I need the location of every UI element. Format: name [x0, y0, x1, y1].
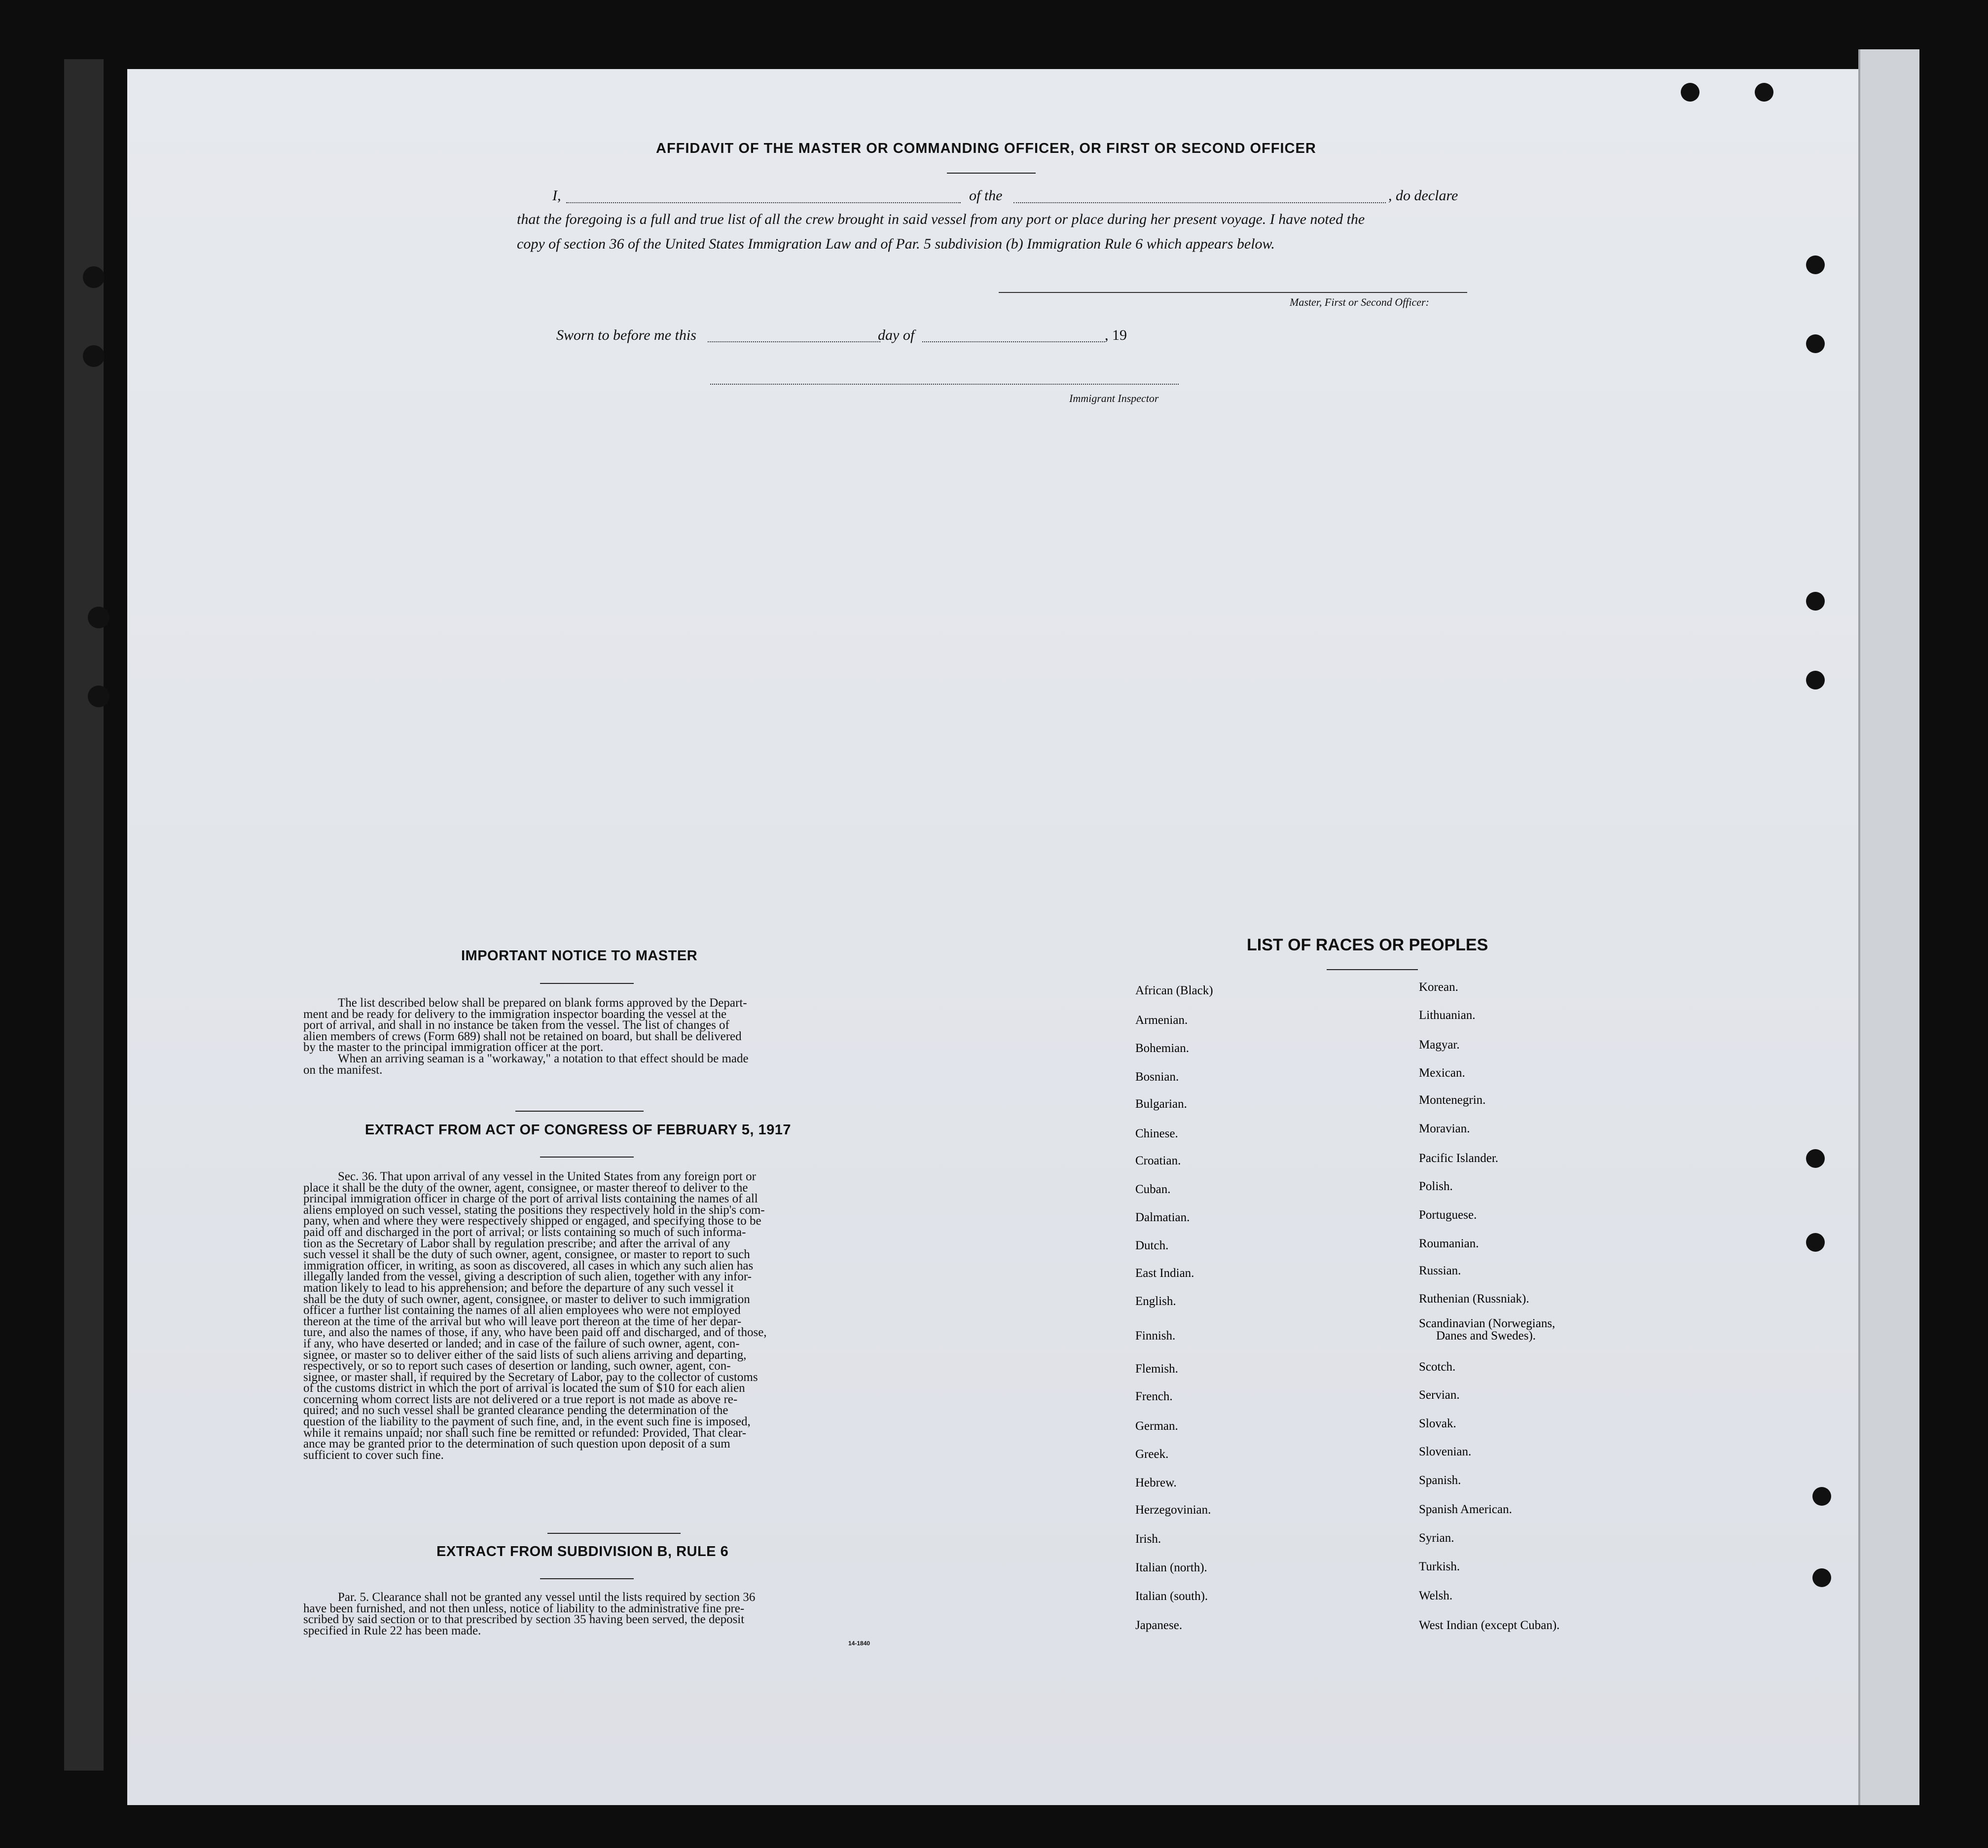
sworn-day-field[interactable] [708, 341, 880, 342]
extract-act-line: shall be the duty of such owner, agent, consignee, or master to deliver to such immigration [303, 1292, 750, 1306]
notice-title-rule [540, 983, 634, 984]
affidavit-line-2: that the foregoing is a full and true list of all the crew brought in said vessel from any port or place during her present voyage. I have noted the [517, 211, 1365, 227]
race-item: East Indian. [1135, 1267, 1194, 1280]
races-title-rule [1327, 969, 1418, 970]
race-item: Dalmatian. [1135, 1211, 1190, 1224]
sworn-day-of-label: day of [878, 327, 915, 343]
master-signature-field[interactable] [999, 292, 1467, 293]
race-item: Portuguese. [1419, 1208, 1477, 1222]
race-item: Herzegovinian. [1135, 1503, 1211, 1517]
race-item: English. [1135, 1295, 1176, 1308]
extract-act-line: immigration officer, in writing, as soon as discovered, all cases in which any such alien has [303, 1259, 754, 1272]
race-item: Russian. [1419, 1264, 1461, 1277]
rule-line: scribed by said section or to that prescribed by section 35 having been served, the deposit [303, 1613, 745, 1627]
punch-hole-right-7 [1812, 1487, 1831, 1506]
affidavit-line-3: copy of section 36 of the United States Immigration Law and of Par. 5 subdivision (b) Immigration Rule 6 which appears below. [517, 236, 1275, 252]
punch-hole-right-2 [1806, 334, 1825, 353]
race-item: German. [1135, 1419, 1178, 1433]
race-item: Montenegrin. [1419, 1093, 1486, 1107]
race-item: Spanish American. [1419, 1503, 1512, 1516]
extract-act-line: thereon at the time of the arrival but who will leave port thereon at the time of her depar- [303, 1314, 742, 1328]
sworn-prefix-label: Sworn to before me this [556, 327, 696, 343]
notice-line: alien members of crews (Form 689) shall not be retained on board, but shall be delivered [303, 1029, 742, 1043]
race-item: Servian. [1419, 1388, 1460, 1402]
extract-act-line: quired; and no such vessel shall be granted clearance pending the determination of the [303, 1404, 728, 1417]
race-item: West Indian (except Cuban). [1419, 1619, 1560, 1632]
notice-separator-rule [515, 1111, 644, 1112]
race-item: Magyar. [1419, 1038, 1460, 1051]
race-item: Croatian. [1135, 1154, 1181, 1167]
affidavit-declare-label: , do declare [1388, 187, 1458, 204]
race-item: Slovak. [1419, 1417, 1456, 1430]
race-item: Scotch. [1419, 1360, 1456, 1374]
extract-act-line: signee, or master shall, if required by the Secretary of Labor, pay to the collector of customs [303, 1370, 758, 1384]
extract-act-paragraph [303, 1171, 873, 1461]
race-item: Roumanian. [1419, 1237, 1479, 1250]
punch-hole-top-2 [1755, 83, 1773, 102]
extract-act-line: officer a further list containing the names of all alien employees who were not employed [303, 1304, 741, 1317]
extract-act-line: concerning whom correct lists are not delivered or a true report is not made as above re- [303, 1392, 738, 1406]
punch-hole-right-4 [1806, 671, 1825, 689]
punch-hole-right-1 [1806, 255, 1825, 274]
race-item: Bohemian. [1135, 1042, 1190, 1055]
race-item: Turkish. [1419, 1560, 1460, 1573]
extract-act-line: tion as the Secretary of Labor shall by regulation prescribe; and after the arrival of any [303, 1236, 730, 1250]
race-item: Lithuanian. [1419, 1009, 1476, 1022]
race-item: Armenian. [1135, 1014, 1188, 1027]
race-item: Flemish. [1135, 1362, 1178, 1376]
race-item: Dutch. [1135, 1239, 1169, 1252]
punch-hole-left-3 [88, 607, 109, 628]
race-item: French. [1135, 1390, 1173, 1403]
punch-hole-right-8 [1812, 1568, 1831, 1587]
sworn-month-field[interactable] [922, 341, 1105, 342]
extract-act-title: EXTRACT FROM ACT OF CONGRESS OF FEBRUARY 5, 1917 [365, 1122, 792, 1138]
race-item: Finnish. [1135, 1329, 1176, 1342]
race-item: Irish. [1135, 1532, 1161, 1546]
race-item: Syrian. [1419, 1531, 1454, 1545]
extract-act-line: signee, or master so to deliver either of the said lists of such aliens arriving and departing, [303, 1348, 747, 1362]
notice-line: port of arrival, and shall in no instance be taken from the vessel. The list of changes of [303, 1018, 729, 1032]
race-item: Italian (north). [1135, 1561, 1207, 1574]
notice-line: on the manifest. [303, 1063, 383, 1077]
extract-act-line: if any, who have deserted or landed; and in case of the failure of such owner, agent, con- [303, 1337, 740, 1350]
affidavit-title-rule [947, 173, 1036, 174]
race-item: Cuban. [1135, 1183, 1171, 1196]
rule-line: specified in Rule 22 has been made. [303, 1624, 481, 1637]
affidavit-name-field[interactable] [566, 202, 961, 203]
extract-act-line: respectively, or so to report such cases of desertion or landing, such owner, agent, con- [303, 1359, 731, 1373]
notice-line: by the master to the principal immigration officer at the port. [303, 1041, 604, 1054]
race-item: Scandinavian (Norwegians, [1419, 1317, 1555, 1330]
extract-rule-paragraph [303, 1592, 880, 1636]
race-item: Greek. [1135, 1448, 1169, 1461]
race-item: Pacific Islander. [1419, 1152, 1499, 1165]
extract-act-line: paid off and discharged in the port of arrival; or lists containing so much of such informa- [303, 1225, 746, 1239]
races-title: LIST OF RACES OR PEOPLES [1247, 936, 1488, 954]
punch-hole-left-2 [83, 345, 105, 367]
race-item: Bosnian. [1135, 1070, 1179, 1084]
inspector-signature-field[interactable] [710, 384, 1179, 385]
extract-act-line: mation likely to lead to his apprehension; and before the departure of any such vessel it [303, 1281, 734, 1295]
race-item: Italian (south). [1135, 1590, 1208, 1603]
notice-title: IMPORTANT NOTICE TO MASTER [461, 948, 698, 964]
extract-act-line: aliens employed on such vessel, stating the positions they respectively hold in the ship's com- [303, 1203, 765, 1217]
inspector-label: Immigrant Inspector [1069, 392, 1159, 404]
notice-line: ment and be ready for delivery to the immigration inspector boarding the vessel at the [303, 1007, 727, 1021]
extract-act-line: principal immigration officer in charge of the port of arrival lists containing the names of all [303, 1192, 758, 1206]
race-item: Bulgarian. [1135, 1097, 1187, 1111]
race-item: Mexican. [1419, 1066, 1465, 1080]
rule-line: have been furnished, and not then unless, notice of liability to the administrative fine pre- [303, 1601, 745, 1615]
punch-hole-right-6 [1806, 1233, 1825, 1252]
notice-line: The list described below shall be prepared on blank forms approved by the Depart- [338, 996, 747, 1010]
race-item: Japanese. [1135, 1619, 1183, 1632]
punch-hole-left-4 [88, 686, 109, 707]
notice-paragraph [303, 998, 873, 1076]
affidavit-i-label: I, [552, 187, 561, 204]
extract-act-line: illegally landed from the vessel, giving a description of such alien, together with any infor- [303, 1270, 752, 1284]
extract-act-line: sufficient to cover such fine. [303, 1448, 444, 1462]
race-item: Danes and Swedes). [1436, 1329, 1536, 1342]
extract-act-line: such vessel it shall be the duty of such owner, agent, consignee, or master to report to such [303, 1248, 750, 1262]
punch-hole-left-1 [83, 266, 105, 288]
rule-line: Par. 5. Clearance shall not be granted any vessel until the lists required by section 36 [338, 1591, 756, 1604]
master-signature-label: Master, First or Second Officer: [1290, 296, 1429, 308]
race-item: Korean. [1419, 980, 1458, 994]
punch-hole-top-1 [1681, 83, 1699, 102]
extract-act-separator-rule [547, 1533, 681, 1534]
notice-line: When an arriving seaman is a "workaway," a notation to that effect should be made [338, 1051, 749, 1065]
race-item: Spanish. [1419, 1474, 1461, 1487]
affidavit-of-the-label: of the [969, 187, 1003, 204]
punch-hole-right-5 [1806, 1149, 1825, 1168]
extract-act-line: while it remains unpaid; nor shall such fine be remitted or refunded: Provided, That clear- [303, 1426, 747, 1440]
affidavit-vessel-field[interactable] [1013, 202, 1386, 203]
race-item: Moravian. [1419, 1122, 1470, 1135]
extract-rule-title: EXTRACT FROM SUBDIVISION B, RULE 6 [436, 1544, 729, 1559]
extract-act-line: question of the liability to the payment of such fine, and, in the event such fine is imposed, [303, 1415, 751, 1429]
form-number: 14-1840 [848, 1640, 870, 1647]
race-item: Hebrew. [1135, 1476, 1177, 1489]
race-item: Ruthenian (Russniak). [1419, 1292, 1529, 1305]
right-page-edge [1858, 49, 1919, 1805]
extract-act-line: Sec. 36. That upon arrival of any vessel in the United States from any foreign port or [338, 1170, 756, 1183]
document-page [127, 69, 1858, 1805]
extract-rule-title-rule [540, 1578, 634, 1579]
race-item: African (Black) [1135, 984, 1213, 997]
extract-act-line: place it shall be the duty of the owner, agent, consignee, or master thereof to deliver to the [303, 1181, 748, 1195]
sworn-year-label: , 19 [1105, 327, 1127, 343]
extract-act-line: of the customs district in which the port of arrival is located the sum of $10 for each alien [303, 1381, 745, 1395]
punch-hole-right-3 [1806, 592, 1825, 611]
affidavit-title: AFFIDAVIT OF THE MASTER OR COMMANDING OFFICER, OR FIRST OR SECOND OFFICER [656, 141, 1316, 156]
back-sheet-edge [64, 59, 104, 1771]
race-item: Chinese. [1135, 1127, 1178, 1140]
extract-act-title-rule [540, 1157, 634, 1158]
extract-act-line: ture, and also the names of those, if any, who have been paid off and discharged, and of those, [303, 1326, 767, 1340]
race-item: Welsh. [1419, 1589, 1453, 1602]
extract-act-line: ance may be granted prior to the determination of such question upon deposit of a sum [303, 1437, 730, 1451]
extract-act-line: pany, when and where they were respectively shipped or engaged, and specifying those to be [303, 1214, 761, 1228]
race-item: Slovenian. [1419, 1445, 1472, 1458]
race-item: Polish. [1419, 1180, 1453, 1193]
